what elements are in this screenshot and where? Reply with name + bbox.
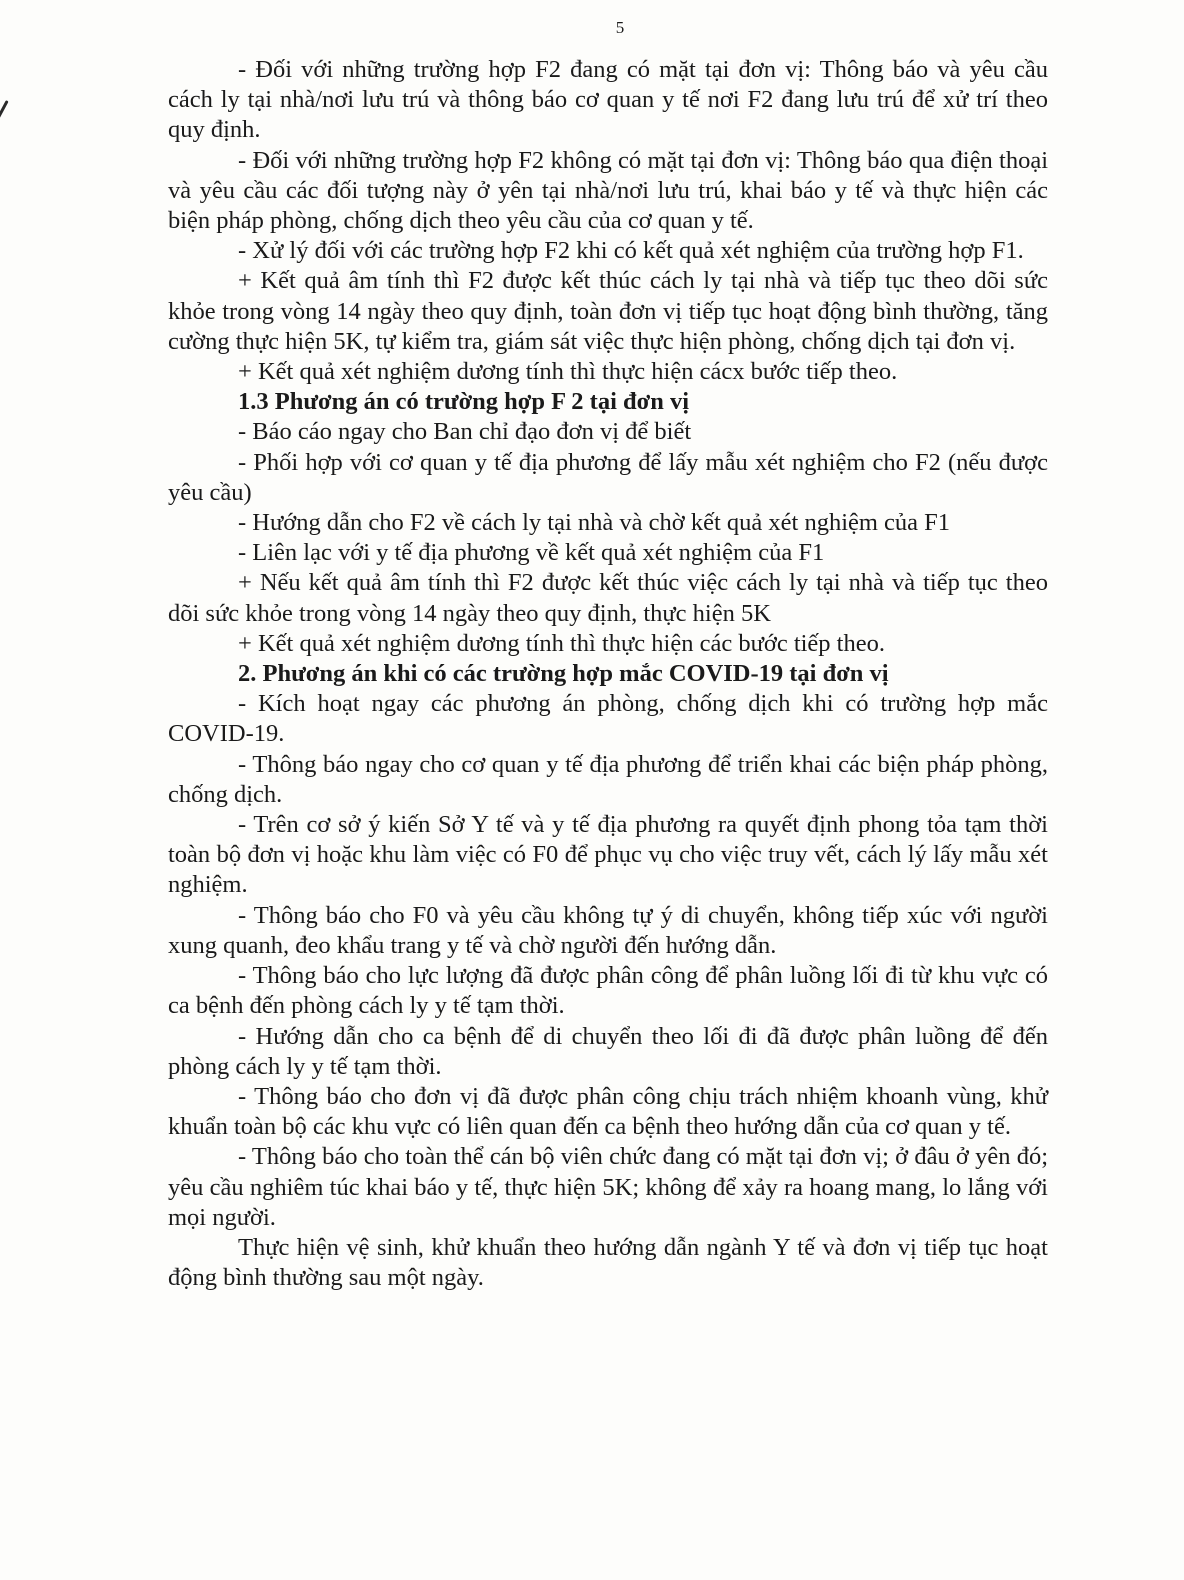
paragraph-resume-operations: Thực hiện vệ sinh, khử khuẩn theo hướng dẫn ngành Y tế và đơn vị tiếp tục hoạt động bình thường sau một ngày. [168,1233,1048,1292]
paragraph-activate-plan: - Kích hoạt ngay các phương án phòng, chống dịch khi có trường hợp mắc COVID-19. [168,690,1048,748]
paragraph-lockdown-decision: - Trên cơ sở ý kiến Sở Y tế và y tế địa phương ra quyết định phong tỏa tạm thời toàn bộ đơn vị hoặc khu làm việc có F0 để phục vụ cho việc truy vết, cách lý lấy mẫu xét nghiệm. [168,811,1048,899]
page-number: 5 [615,18,625,37]
paragraph-guide-f2: - Hướng dẫn cho F2 về cách ly tại nhà và chờ kết quả xét nghiệm của F1 [238,509,951,537]
document-body [168,55,1048,1293]
heading-section-1-3: 1.3 Phương án có trường hợp F 2 tại đơn vị [238,388,690,416]
paragraph-f2-handling: - Xử lý đối với các trường hợp F2 khi có kết quả xét nghiệm của trường hợp F1. [238,237,1024,265]
scan-edge-mark [0,100,9,144]
paragraph-positive-result: + Kết quả xét nghiệm dương tính thì thực hiện cácx bước tiếp theo. [238,358,898,386]
paragraph-notify-health-agency: - Thông báo ngay cho cơ quan y tế địa phương để triển khai các biện pháp phòng, chống dịch. [168,750,1048,808]
paragraph-report: - Báo cáo ngay cho Ban chỉ đạo đơn vị để biết [238,418,692,446]
paragraph-f2-absent: - Đối với những trường hợp F2 không có mặt tại đơn vị: Thông báo qua điện thoại và yêu cầu các đối tượng này ở yên tại nhà/nơi lưu trú, khai báo y tế và thực hiện các biện pháp phòng, chống dịch theo yêu cầu của cơ quan y tế. [168,146,1048,235]
paragraph-coordinate-sampling: - Phối hợp với cơ quan y tế địa phương để lấy mẫu xét nghiệm cho F2 (nếu được yêu cầu) [168,448,1048,506]
paragraph-notify-f0: - Thông báo cho F0 và yêu cầu không tự ý di chuyển, không tiếp xúc với người xung quanh, đeo khẩu trang y tế và chờ người đến hướng dẫn. [168,901,1048,959]
paragraph-guide-patient: - Hướng dẫn cho ca bệnh để di chuyển theo lối đi đã được phân luồng để đến phòng cách ly y tế tạm thời. [168,1022,1048,1080]
paragraph-negative-result: + Kết quả âm tính thì F2 được kết thúc cách ly tại nhà và tiếp tục theo dõi sức khỏe trong vòng 14 ngày theo quy định, toàn đơn vị tiếp tục hoạt động bình thường, tăng cường thực hiện 5K, tự kiểm tra, giám sát việc thực hiện phòng, chống dịch tại đơn vị. [168,267,1048,355]
paragraph-disinfection-team: - Thông báo cho đơn vị đã được phân công chịu trách nhiệm khoanh vùng, khử khuẩn toàn bộ các khu vực có liên quan đến ca bệnh theo hướng dẫn của cơ quan y tế. [168,1082,1048,1141]
paragraph-if-positive: + Kết quả xét nghiệm dương tính thì thực hiện các bước tiếp theo. [238,629,885,657]
heading-section-2: 2. Phương án khi có các trường hợp mắc COVID-19 tại đơn vị [238,660,889,688]
paragraph-f2-present: - Đối với những trường hợp F2 đang có mặt tại đơn vị: Thông báo và yêu cầu cách ly tại nhà/nơi lưu trú và thông báo cơ quan y tế nơi F2 đang lưu trú để xử trí theo quy định. [168,56,1048,144]
paragraph-if-negative: + Nếu kết quả âm tính thì F2 được kết thúc việc cách ly tại nhà và tiếp tục theo dõi sức khỏe trong vòng 14 ngày theo quy định, thực hiện 5K [168,569,1048,627]
paragraph-notify-routing-team: - Thông báo cho lực lượng đã được phân công để phân luồng lối đi từ khu vực có ca bệnh đến phòng cách ly y tế tạm thời. [168,962,1048,1020]
paragraph-contact-local-health: - Liên lạc với y tế địa phương về kết quả xét nghiệm của F1 [238,539,825,567]
paragraph-notify-staff: - Thông báo cho toàn thể cán bộ viên chức đang có mặt tại đơn vị; ở đâu ở yên đó; yêu cầu nghiêm túc khai báo y tế, thực hiện 5K; không để xảy ra hoang mang, lo lắng với mọi người. [168,1143,1048,1231]
